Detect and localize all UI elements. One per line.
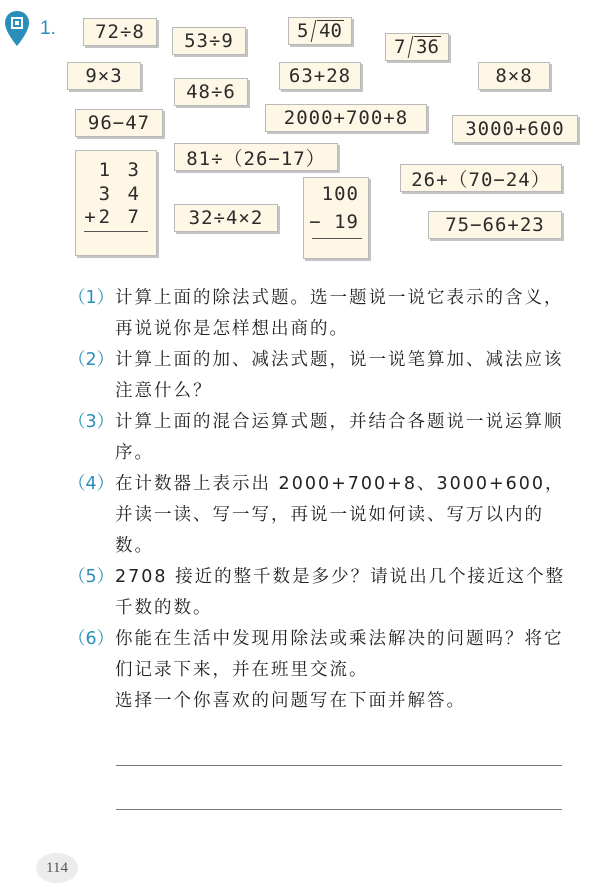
addend-line: +2 7	[84, 206, 142, 228]
question-label: （3）	[68, 412, 115, 432]
expression-card: 72÷8	[83, 18, 157, 46]
expression-card: 53÷9	[172, 27, 246, 55]
minuend-line: 100	[321, 183, 359, 205]
expression-card: 9×3	[67, 62, 141, 90]
subtrahend-line: − 19	[309, 211, 359, 233]
question-2	[68, 345, 578, 407]
expression-card: 96−47	[75, 109, 163, 137]
expression-card: 8×8	[478, 62, 550, 90]
expression-card: 48÷6	[174, 78, 248, 106]
question-label: （6）	[68, 629, 115, 649]
question-1	[68, 283, 578, 345]
question-list	[68, 283, 578, 717]
question-text: 在计数器上表示出 2000+700+8、3000+600，并读一读、写一写，再说一说如何读、写万以内的数。	[115, 474, 565, 556]
question-4	[68, 469, 578, 562]
expression-card: 26+（70−24）	[400, 164, 562, 192]
addend-line: 3 4	[98, 183, 142, 205]
exercise-marker-icon	[4, 10, 30, 48]
answer-line[interactable]	[116, 765, 562, 766]
question-label: （1）	[68, 288, 115, 308]
instruction	[68, 686, 578, 717]
long-division-card	[288, 17, 352, 45]
question-text: 你能在生活中发现用除法或乘法解决的问题吗？将它们记录下来，并在班里交流。	[115, 629, 564, 680]
question-label: （2）	[68, 350, 115, 370]
answer-line[interactable]	[116, 809, 562, 810]
question-text: 2708 接近的整千数是多少？请说出几个接近这个整千数的数。	[115, 567, 566, 618]
divisor: 5	[297, 20, 309, 42]
expression-card: 75−66+23	[428, 211, 562, 239]
addend-line: 1 3	[98, 159, 142, 181]
vertical-subtraction-card	[303, 177, 369, 259]
expression-card: 81÷（26−17）	[174, 143, 338, 171]
divisor: 7	[394, 36, 406, 58]
vertical-addition-card	[75, 150, 157, 256]
dividend: 40	[319, 20, 342, 42]
exercise-number: 1.	[40, 18, 56, 39]
question-text: 计算上面的加、减法式题，说一说笔算加、减法应该注意什么？	[115, 350, 564, 401]
expression-card: 3000+600	[452, 115, 578, 143]
question-label: （5）	[68, 567, 115, 587]
expression-card: 63+28	[279, 62, 361, 90]
sum-rule	[84, 231, 148, 232]
question-text: 计算上面的混合运算式题，并结合各题说一说运算顺序。	[115, 412, 564, 463]
question-5	[68, 562, 578, 624]
long-division-card	[385, 33, 449, 61]
difference-rule	[312, 238, 362, 239]
question-text: 计算上面的除法式题。选一题说一说它表示的含义，再说说你是怎样想出商的。	[115, 288, 564, 339]
question-label: （4）	[68, 474, 115, 494]
dividend: 36	[416, 36, 439, 58]
expression-card: 32÷4×2	[174, 204, 278, 232]
expression-card: 2000+700+8	[265, 104, 427, 132]
question-6	[68, 624, 578, 686]
instruction-text: 选择一个你喜欢的问题写在下面并解答。	[115, 691, 466, 711]
question-3	[68, 407, 578, 469]
page-number: 114	[36, 853, 78, 883]
